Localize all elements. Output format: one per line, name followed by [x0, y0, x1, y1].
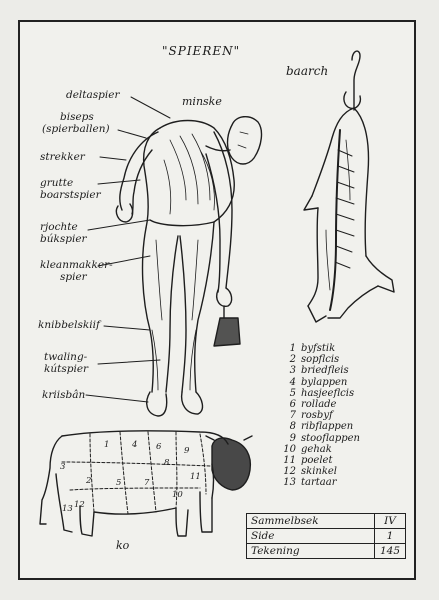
label-kleanmakker-2: spier: [60, 271, 87, 283]
legend-text: gehak: [301, 443, 332, 455]
info-value: 145: [375, 544, 406, 559]
legend-item: [282, 444, 360, 455]
legend-number: 13: [283, 477, 296, 489]
cow-cut-number: 8: [164, 458, 170, 468]
legend-number: 8: [289, 421, 296, 433]
legend-item: [282, 433, 360, 444]
legend-number: 7: [289, 410, 296, 422]
legend-text: briedfleis: [301, 365, 349, 377]
info-label: Sammelbsek: [247, 514, 375, 529]
info-row: [247, 544, 406, 559]
label-kleanmakker-1: kleanmakker-: [40, 259, 113, 271]
label-grutte-1: grutte: [40, 177, 74, 189]
legend-number: 2: [289, 354, 296, 366]
human-figure: [116, 117, 261, 416]
cow-cut-number: 7: [144, 478, 150, 488]
label-rjochte-1: rjochte: [40, 221, 78, 233]
label-grutte-2: boarstspier: [40, 189, 101, 201]
info-row: [247, 529, 406, 544]
label-biseps-2: (spierballen): [42, 123, 110, 135]
legend-item: [282, 477, 360, 488]
label-rjochte-2: búkspier: [40, 233, 87, 245]
legend-text: skinkel: [301, 466, 338, 478]
human-label: minske: [182, 95, 222, 108]
info-label: Side: [247, 529, 375, 544]
legend-item: [282, 343, 360, 354]
legend-text: poelet: [301, 455, 333, 467]
legend-number: 12: [283, 466, 296, 478]
info-value: IV: [375, 514, 406, 529]
info-row: [247, 514, 406, 529]
cow-cut-number: 3: [60, 462, 66, 472]
cow-cut-number: 6: [156, 442, 162, 452]
cow-label: ko: [116, 539, 130, 552]
cow-cut-number: 13: [62, 504, 73, 514]
legend-item: [282, 421, 360, 432]
label-twaling-1: twaling-: [44, 351, 88, 363]
info-label: Tekening: [247, 544, 375, 559]
label-twaling-2: kútspier: [44, 363, 89, 375]
legend-number: 9: [289, 432, 296, 444]
legend-item: [282, 354, 360, 365]
pig-label: baarch: [286, 64, 329, 78]
info-value: 1: [375, 529, 406, 544]
legend-text: bylappen: [301, 376, 348, 388]
legend-item: [282, 410, 360, 421]
legend-text: ribflappen: [301, 421, 354, 433]
label-biseps-1: biseps: [60, 111, 94, 123]
legend-item: [282, 455, 360, 466]
cow-cut-number: 10: [172, 490, 183, 500]
label-kriisban: kriisbân: [42, 389, 86, 401]
legend-number: 1: [289, 343, 296, 354]
page-title: "SPIEREN": [162, 44, 241, 58]
legend-number: 5: [289, 387, 296, 399]
legend-item: [282, 377, 360, 388]
legend-text: tartaar: [301, 477, 337, 489]
legend-text: rosbyf: [301, 410, 333, 422]
legend-text: byfstik: [301, 343, 336, 354]
cow-cut-number: 4: [132, 440, 138, 450]
cow-cut-number: 12: [74, 500, 85, 510]
legend-text: hasjeeflcis: [301, 387, 355, 399]
label-strekker: strekker: [40, 151, 85, 163]
legend-number: 6: [289, 399, 296, 411]
cow-cut-number: 5: [116, 478, 122, 488]
legend-text: rollade: [301, 399, 337, 411]
legend-number: 10: [283, 443, 296, 455]
pig-carcass: [304, 51, 394, 322]
legend-number: 3: [289, 365, 296, 377]
legend-item: [282, 365, 360, 376]
label-deltaspier: deltaspier: [66, 89, 120, 101]
cow-cut-number: 11: [190, 472, 201, 482]
legend-text: sopflcis: [301, 354, 340, 366]
legend-text: stooflappen: [301, 432, 360, 444]
meat-cuts-legend: [282, 343, 360, 489]
label-knibbelskiif: knibbelskiif: [38, 319, 100, 331]
cow-cut-number: 9: [184, 446, 190, 456]
legend-number: 11: [283, 455, 296, 467]
info-table: [246, 513, 406, 559]
cow-cut-number: 1: [104, 440, 110, 450]
cow-cut-number: 2: [86, 476, 92, 486]
legend-number: 4: [289, 376, 296, 388]
leader-lines: [86, 97, 170, 402]
legend-item: [282, 399, 360, 410]
legend-item: [282, 388, 360, 399]
legend-item: [282, 466, 360, 477]
